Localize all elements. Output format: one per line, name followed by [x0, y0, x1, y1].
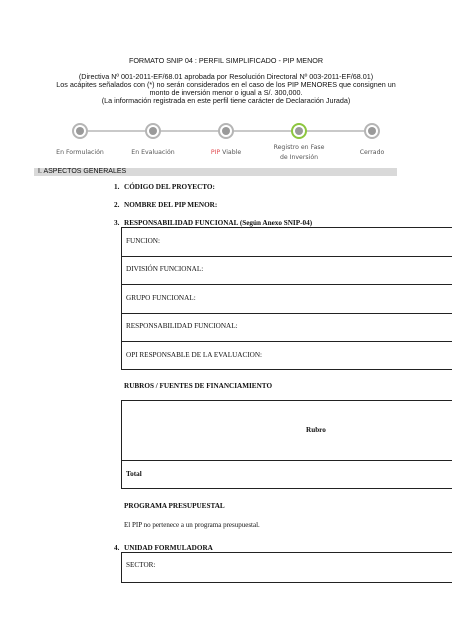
- table-divider: [121, 284, 452, 285]
- field-funcion: FUNCION:: [126, 237, 160, 245]
- uf-table: [121, 552, 452, 583]
- table-divider: [121, 313, 452, 314]
- step-label-viable: [186, 148, 266, 157]
- item-number-4: 4.: [114, 544, 120, 552]
- step-inversion-icon: [291, 123, 307, 139]
- budget-heading: PROGRAMA PRESUPUESTAL: [124, 502, 225, 510]
- funding-heading: RUBROS / FUENTES DE FINANCIAMIENTO: [124, 382, 273, 390]
- field-responsabilidad-funcional: RESPONSABILIDAD FUNCIONAL:: [126, 322, 238, 330]
- step-cerrado-icon: [364, 123, 380, 139]
- item-number-1: 1.: [114, 183, 120, 191]
- table-divider: [121, 256, 452, 257]
- item-responsabilidad-funcional: RESPONSABILIDAD FUNCIONAL (Según Anexo SNIP-04): [124, 219, 313, 227]
- funding-table-divider: [121, 460, 452, 461]
- funding-total-label: Total: [126, 470, 142, 478]
- field-division-funcional: DIVISIÓN FUNCIONAL:: [126, 265, 204, 273]
- item-unidad-formuladora: UNIDAD FORMULADORA: [124, 544, 213, 552]
- exemption-note-line2: monto de inversión menor o igual a S/. 300,000.: [149, 88, 303, 97]
- step-label-cerrado: Cerrado: [359, 149, 385, 156]
- step-label-evaluacion: En Evaluación: [131, 149, 175, 156]
- item-number-2: 2.: [114, 201, 120, 209]
- item-number-3: 3.: [114, 219, 120, 227]
- step-label-viable-rest: Viable: [220, 149, 242, 156]
- table-divider: [121, 341, 452, 342]
- section-aspectos-generales: I. ASPECTOS GENERALES: [34, 168, 397, 176]
- item-nombre-pip: NOMBRE DEL PIP MENOR:: [124, 201, 218, 209]
- funding-table: [121, 400, 452, 489]
- item-codigo-proyecto: CÓDIGO DEL PROYECTO:: [124, 183, 215, 191]
- funding-col-rubro: Rubro: [306, 426, 326, 434]
- step-label-viable-prefix: PIP: [210, 149, 221, 156]
- step-label-inversion-line1: Registro en Fase: [273, 144, 325, 151]
- step-label-formulacion: En Formulación: [56, 149, 104, 156]
- step-viable-icon: [218, 123, 234, 139]
- step-label-inversion-line2: de Inversión: [279, 154, 319, 161]
- document-title: FORMATO SNIP 04 : PERFIL SIMPLIFICADO - PIP MENOR: [128, 56, 324, 65]
- affidavit-note: (La información registrada en este perfil tiene carácter de Declaración Jurada): [101, 96, 351, 105]
- field-opi-responsable: OPI RESPONSABLE DE LA EVALUACION:: [126, 351, 263, 359]
- step-evaluacion-icon: [145, 123, 161, 139]
- field-grupo-funcional: GRUPO FUNCIONAL:: [126, 294, 196, 302]
- exemption-note-line1: Los acápites señalados con (*) no serán considerados en el caso de los PIP MENORES que consignen un: [56, 80, 396, 89]
- step-formulacion-icon: [72, 123, 88, 139]
- directive-note: (Directiva Nº 001-2011-EF/68.01 aprobada por Resolución Directoral Nº 003-2011-EF/68.01): [78, 72, 374, 81]
- field-sector: SECTOR:: [126, 561, 156, 569]
- budget-text: El PIP no pertenece a un programa presupuestal.: [124, 521, 260, 529]
